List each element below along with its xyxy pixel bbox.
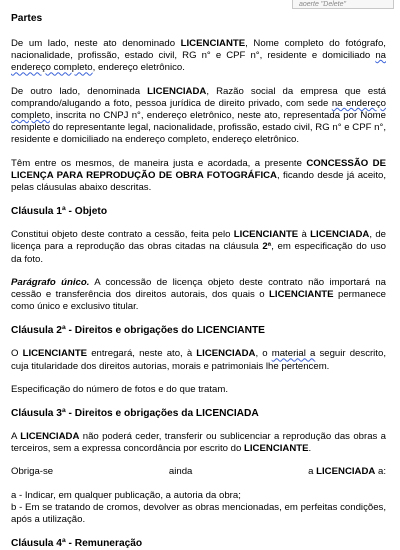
text: seguir descrito, cuja titularidade dos direitos autorias, morais e patrimoniais lhe pertencem.: [11, 348, 386, 372]
text: , em especificação do uso da foto.: [11, 241, 386, 265]
bold-term: LICENCIADA: [147, 85, 207, 97]
text: ainda: [168, 466, 193, 478]
text: Constitui objeto deste contrato a cessão, feita pelo: [11, 229, 234, 241]
bold-term: LICENCIANTE: [180, 38, 246, 49]
text: , endereço eletrônico.: [92, 62, 185, 74]
spellcheck-underlined-text: material a: [271, 348, 316, 360]
text-group: [308, 466, 386, 478]
clause-3-items: [11, 490, 386, 527]
text: não poderá ceder, transferir ou sublicenciar a reprodução das obras a terceiros, sem a expressa concordância por escrito do: [11, 431, 386, 455]
bold-term: CONCESSÃO DE LICENÇA PARA REPRODUÇÃO DE OBRA FOTOGRÁFICA: [11, 157, 386, 181]
clause-1-title: Cláusula 1ª - Objeto: [11, 206, 108, 218]
text: , ficando desde já aceito, pelas cláusulas abaixo descritas.: [11, 169, 386, 194]
clause-2-paragraph: [11, 348, 386, 372]
bold-term: LICENCIADA: [20, 431, 80, 443]
bold-term: LICENCIANTE: [269, 289, 334, 301]
bold-term: LICENCIADA: [310, 229, 370, 241]
text: , Razão social da empresa que está comprando/alugando a foto, pessoa jurídica de direito privado, com sede: [11, 85, 386, 109]
bold-term: LICENCIANTE: [233, 229, 299, 241]
clause-3-paragraph: [11, 431, 386, 455]
clause-3-title: Cláusula 3ª - Direitos e obrigações da LICENCIADA: [11, 408, 259, 420]
text: entregará, neste ato, à: [87, 348, 197, 360]
text: Têm entre os mesmos, de maneira justa e acordada, a presente: [11, 157, 307, 169]
text: , Nome completo do fotógrafo, nacionalidade, profissão, estado civil, RG n° e CPF n°, residente e domiciliado: [11, 38, 386, 62]
clause-2-title: Cláusula 2ª - Direitos e obrigações do LICENCIANTE: [11, 325, 265, 337]
text: , o: [255, 348, 272, 360]
bold-term: 2ª: [262, 241, 272, 253]
text: à: [298, 229, 311, 241]
text: A concessão de licença objeto deste contrato não importará na cessão e transferência dos direitos autorais, dos quais o: [11, 276, 387, 301]
contract-body: [11, 12, 386, 550]
text: permanece como único e exclusivo titular.: [11, 289, 386, 313]
text: O: [11, 348, 23, 360]
clause-4-title: Cláusula 4ª - Remuneração: [11, 538, 143, 550]
list-item: a - Indicar, em qualquer publicação, a autoria da obra;: [11, 489, 241, 501]
bold-term: LICENCIANTE: [244, 443, 309, 455]
bold-term: LICENCIADA: [316, 466, 376, 478]
section-title-partes: Partes: [11, 13, 43, 24]
tooltip-hint: aoerte "Delete": [292, 0, 394, 9]
bold-term: LICENCIANTE: [22, 348, 88, 360]
text: .: [308, 443, 312, 455]
clause-1-paragrafo-unico: [11, 277, 386, 314]
spellcheck-underlined-text: na endereço completo: [11, 97, 386, 122]
bold-term: LICENCIADA: [196, 348, 256, 360]
list-item: b - Em se tratando de cromos, devolver as obras mencionadas, em perfeitas condições, após a utilização.: [11, 501, 386, 526]
paragraph-licenciada: [11, 86, 386, 147]
clause-3-obligation-line: [11, 466, 386, 478]
clause-2-specification: Especificação do número de fotos e do que tratam.: [11, 383, 229, 395]
text: Obriga-se: [11, 466, 54, 478]
clause-1-paragraph: [11, 229, 386, 266]
text: a: [308, 466, 317, 478]
text: a:: [375, 466, 386, 478]
text: , inscrita no CNPJ n°, endereço eletrônico, neste ato, representada por Nome completo do representante legal, nacionalidade, profissão, estado civil, RG n° e CPF n°, residente e domiciliado na endereço completo, endereço eletrônico.: [11, 110, 386, 146]
text: De outro lado, denominada: [11, 85, 148, 97]
paragraph-concessao: [11, 158, 386, 195]
bold-italic-term: Parágrafo único.: [11, 276, 90, 288]
text: A: [11, 431, 21, 443]
spellcheck-underlined-text: na endereço completo: [11, 50, 386, 74]
text: De um lado, neste ato denominado: [11, 38, 181, 49]
text: , de licença para a reprodução das obras citadas na cláusula: [11, 229, 386, 253]
paragraph-licenciante: [11, 38, 386, 75]
